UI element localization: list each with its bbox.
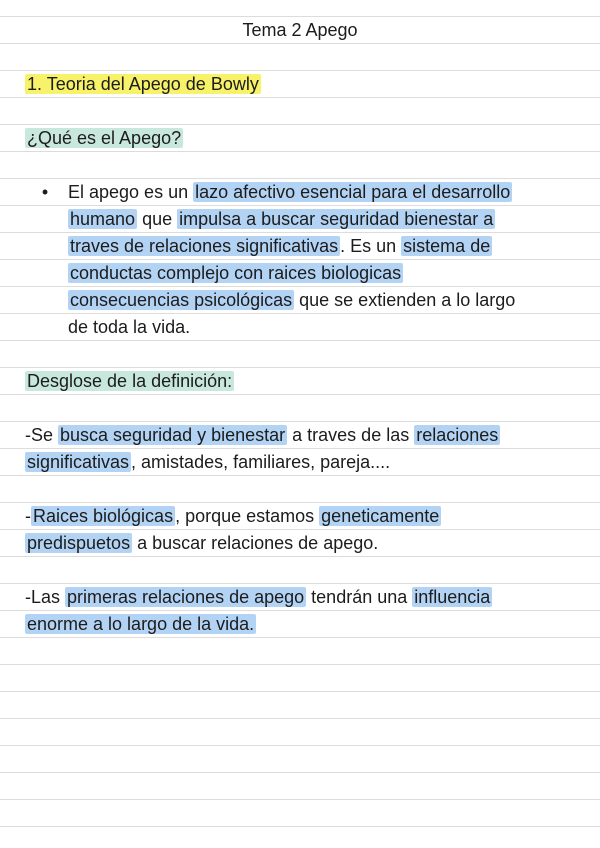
bullet-line	[0, 314, 600, 341]
highlighted-text: significativas	[27, 452, 130, 472]
text-span: de toda la vida.	[68, 317, 191, 337]
highlighted-text: traves de relaciones significativas	[70, 236, 339, 256]
heading-highlight: 1. Teoria del Apego de Bowly	[27, 74, 259, 94]
text-span: que se extienden a lo largo	[294, 290, 516, 310]
highlighted-text: predispuetos	[27, 533, 131, 553]
subheading-highlight: ¿Qué es el Apego?	[27, 128, 182, 148]
highlighted-text: humano	[70, 209, 136, 229]
text-span: -Se	[25, 425, 59, 445]
text-span: tendrán una	[306, 587, 413, 607]
text-span: -	[25, 506, 31, 526]
highlighted-text: impulsa a buscar seguridad bienestar a	[179, 209, 494, 229]
text-span: a traves de las	[287, 425, 415, 445]
paragraph-line	[0, 530, 600, 557]
highlighted-text: busca seguridad y bienestar	[60, 425, 286, 445]
paragraph-line	[0, 584, 600, 611]
text-span: El apego es un	[68, 182, 194, 202]
page-title-text: Tema 2 Apego	[242, 20, 358, 40]
highlighted-text: enorme a lo largo de la vida.	[27, 614, 255, 634]
highlighted-text: relaciones	[416, 425, 499, 445]
highlighted-text: influencia	[414, 587, 491, 607]
highlighted-text: conductas complejo con raices biologicas	[70, 263, 402, 283]
bullet-line	[0, 206, 600, 233]
subheading-highlight: Desglose de la definición:	[27, 371, 233, 391]
text-span: . Es un	[340, 236, 402, 256]
paragraph-line	[0, 503, 600, 530]
paragraph-line	[0, 449, 600, 476]
text-span: -Las	[25, 587, 66, 607]
highlighted-text: sistema de	[403, 236, 491, 256]
subsection-heading	[0, 125, 600, 152]
text-span: , amistades, familiares, pareja....	[131, 452, 391, 472]
highlighted-text: primeras relaciones de apego	[67, 587, 305, 607]
bullet-line	[0, 260, 600, 287]
text-span: que	[137, 209, 178, 229]
highlighted-text: lazo afectivo esencial para el desarrollo	[195, 182, 511, 202]
highlighted-text: geneticamente	[321, 506, 440, 526]
bullet-marker: •	[41, 182, 49, 202]
paragraph-line	[0, 422, 600, 449]
bullet-line	[0, 179, 600, 206]
paragraph-line	[0, 611, 600, 638]
page-title	[0, 17, 600, 44]
text-span: , porque estamos	[175, 506, 320, 526]
highlighted-text: Raices biológicas	[33, 506, 174, 526]
subsection-heading	[0, 368, 600, 395]
bullet-line	[0, 287, 600, 314]
text-span: a buscar relaciones de apego.	[132, 533, 379, 553]
bullet-line	[0, 233, 600, 260]
section-heading	[0, 71, 600, 98]
highlighted-text: consecuencias psicológicas	[70, 290, 293, 310]
